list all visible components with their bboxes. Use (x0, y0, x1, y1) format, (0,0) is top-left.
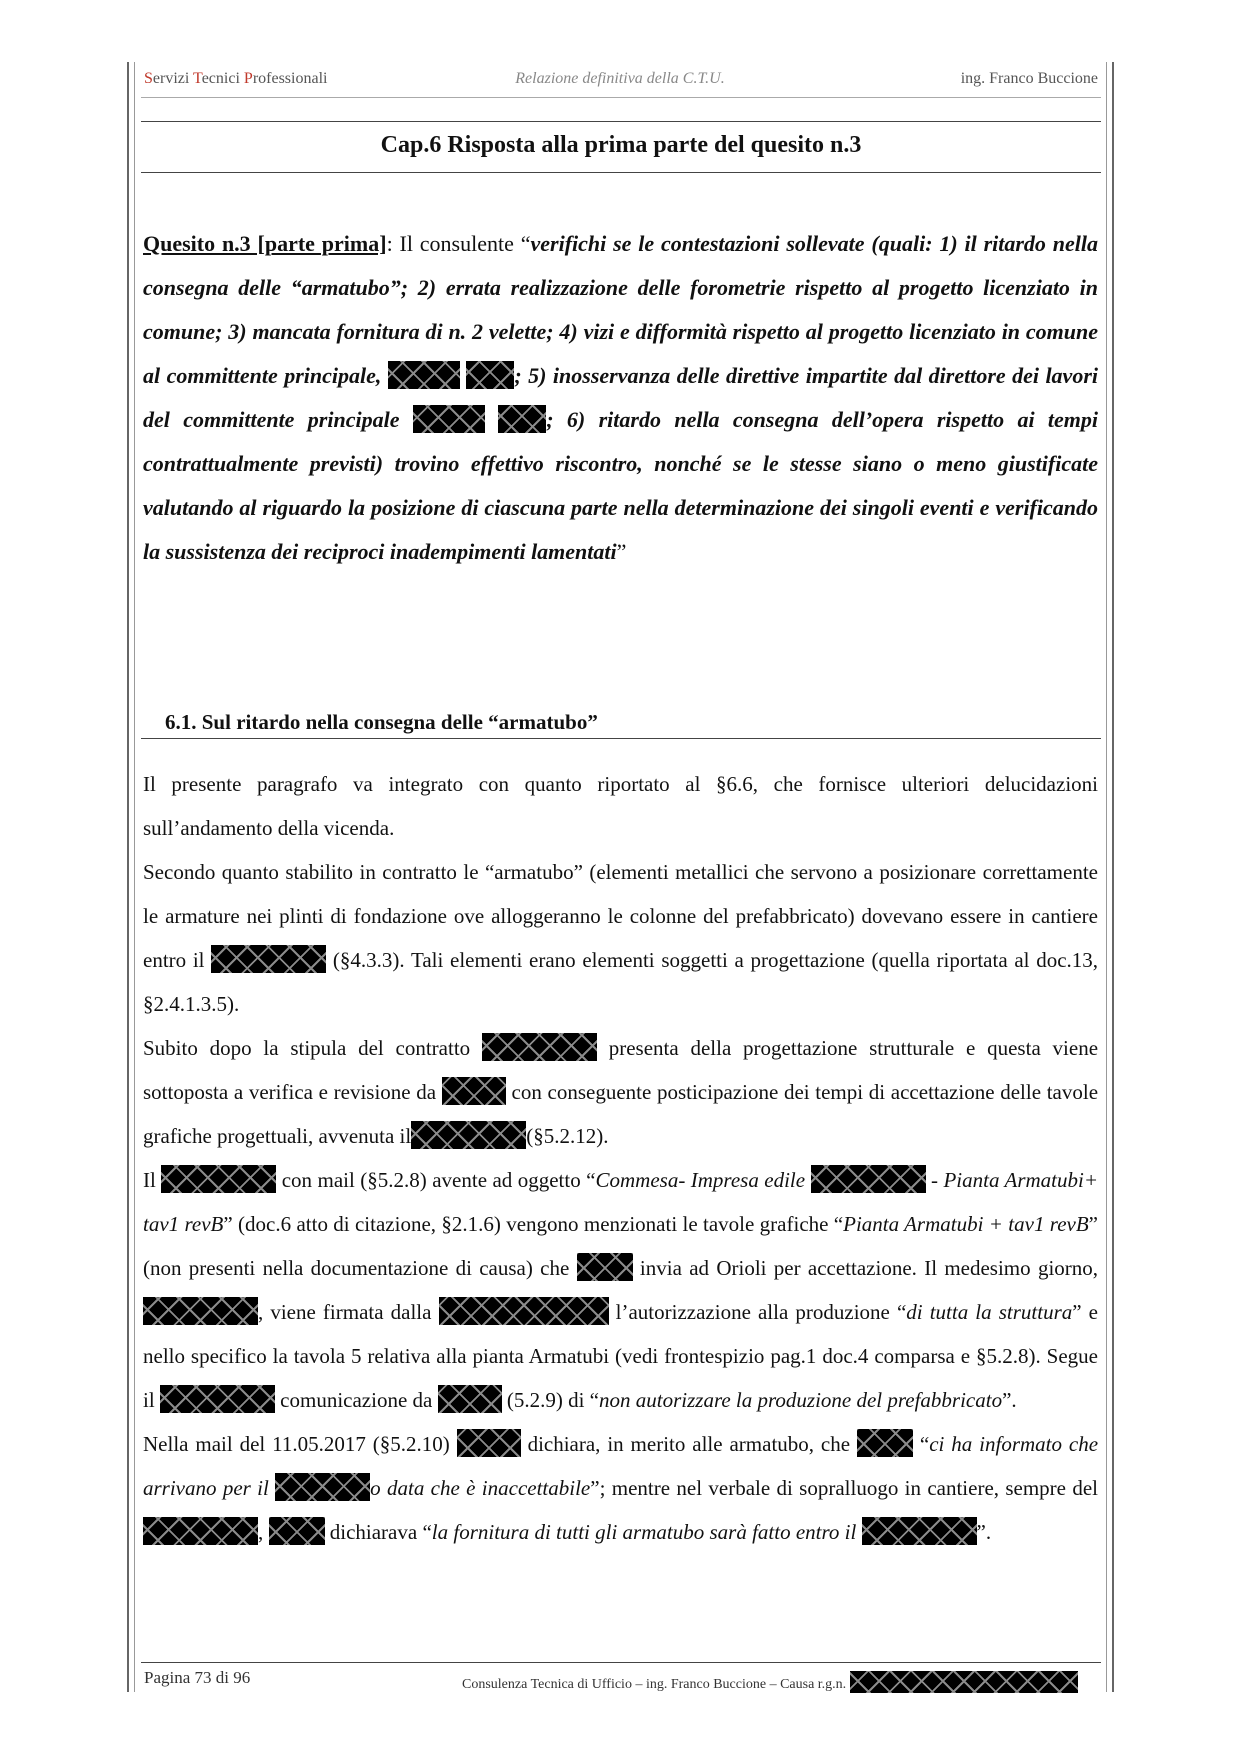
paragraph: Nella mail del 11.05.2017 (§5.2.10) dichiara, in merito alle armatubo, che “ci ha informato che arrivano per il o data che è inaccettabile”; mentre nel verbale di sopralluogo in cantiere, sempre del , dichiarava “la fornitura di tutti gli armatubo sarà fatto entro il ”. (143, 1422, 1098, 1554)
quesito-label: Quesito n.3 [parte prima] (143, 231, 387, 256)
section-divider (141, 738, 1101, 739)
redaction (857, 1429, 913, 1457)
redaction (482, 1033, 597, 1061)
redaction (862, 1517, 977, 1545)
footer-right: Consulenza Tecnica di Ufficio – ing. Franco Buccione – Causa r.g.n. (462, 1671, 1078, 1693)
paragraph: Subito dopo la stipula del contratto presenta della progettazione strutturale e questa viene sottoposta a verifica e revisione da con conseguente posticipazione dei tempi di accettazione delle tavole grafiche progettuali, avvenuta il (§5.2.12). (143, 1026, 1098, 1158)
page-frame-right-outer (1112, 62, 1114, 1692)
section-title: 6.1. Sul ritardo nella consegna delle “armatubo” (165, 710, 598, 734)
redaction (411, 1121, 526, 1149)
page-frame-right-inner (1106, 62, 1107, 1692)
redaction (143, 1297, 258, 1325)
redaction (413, 405, 485, 433)
redaction (850, 1671, 1078, 1693)
redaction (161, 1165, 276, 1193)
body-text (143, 762, 1098, 1554)
redaction (439, 1297, 609, 1325)
redaction (442, 1077, 506, 1105)
redaction (388, 361, 460, 389)
footer-divider (141, 1662, 1101, 1663)
page-frame-left-inner (134, 62, 135, 1692)
redaction (211, 945, 326, 973)
redaction (143, 1517, 258, 1545)
page-frame-left-outer (127, 62, 129, 1692)
redaction (466, 361, 514, 389)
redaction (811, 1165, 926, 1193)
page-number: Pagina 73 di 96 (144, 1668, 251, 1687)
redaction (577, 1253, 633, 1281)
chapter-title: Cap.6 Risposta alla prima parte del quesito n.3 (380, 132, 862, 158)
redaction (498, 405, 546, 433)
header-divider (141, 97, 1101, 98)
quesito-paragraph: Quesito n.3 [parte prima]: Il consulente “verifichi se le contestazioni sollevate (quali: 1) il ritardo nella consegna delle “armatubo”; 2) errata realizzazione delle forometrie rispetto al progetto licenziato in comune; 3) mancata fornitura di n. 2 velette; 4) vizi e difformità rispetto al progetto licenziato in comune al committente principale, ; 5) inosservanza delle direttive impartite dal direttore dei lavori del committente principale ; 6) ritardo nella consegna dell’opera rispetto ai tempi contrattualmente previsti) trovino effettivo riscontro, nonché se le stesse siano o meno giustificate valutando al riguardo la posizione di ciascuna parte nella determinazione dei singoli eventi e verificando la sussistenza dei reciproci inadempimenti lamentati” (143, 231, 1099, 564)
redaction (269, 1517, 325, 1545)
chapter-rule-top (141, 121, 1101, 122)
paragraph: Secondo quanto stabilito in contratto le “armatubo” (elementi metallici che servono a posizionare correttamente le armature nei plinti di fondazione ove alloggeranno le colonne del prefabbricato) dovevano essere in cantiere entro il (§4.3.3). Tali elementi erano elementi soggetti a progettazione (quella riportata al doc.13, §2.4.1.3.5). (143, 860, 1099, 1016)
chapter-rule-bottom (141, 172, 1101, 173)
header-center: Relazione definitiva della C.T.U. (515, 70, 725, 87)
paragraph: Il con mail (§5.2.8) avente ad oggetto “Commesa- Impresa edile - Pianta Armatubi+ tav1 revB” (doc.6 atto di citazione, §2.1.6) vengono menzionati le tavole grafiche “Pianta Armatubi + tav1 revB” (non presenti nella documentazione di causa) che invia ad Orioli per accettazione. Il medesimo giorno, , viene firmata dalla l’autorizzazione alla produzione “di tutta la struttura” e nello specifico la tavola 5 relativa alla pianta Armatubi (vedi frontespizio pag.1 doc.4 comparsa e §5.2.8). Segue il comunicazione da (5.2.9) di “non autorizzare la produzione del prefabbricato”. (143, 1158, 1098, 1422)
redaction (160, 1385, 275, 1413)
paragraph: Il presente paragrafo va integrato con quanto riportato al §6.6, che fornisce ulteriori delucidazioni sull’andamento della vicenda. (143, 772, 1098, 840)
header-left: Servizi Tecnici Professionali (144, 70, 328, 87)
redaction (438, 1385, 502, 1413)
redaction (457, 1429, 521, 1457)
redaction (275, 1473, 370, 1501)
header-right: ing. Franco Buccione (960, 70, 1098, 87)
